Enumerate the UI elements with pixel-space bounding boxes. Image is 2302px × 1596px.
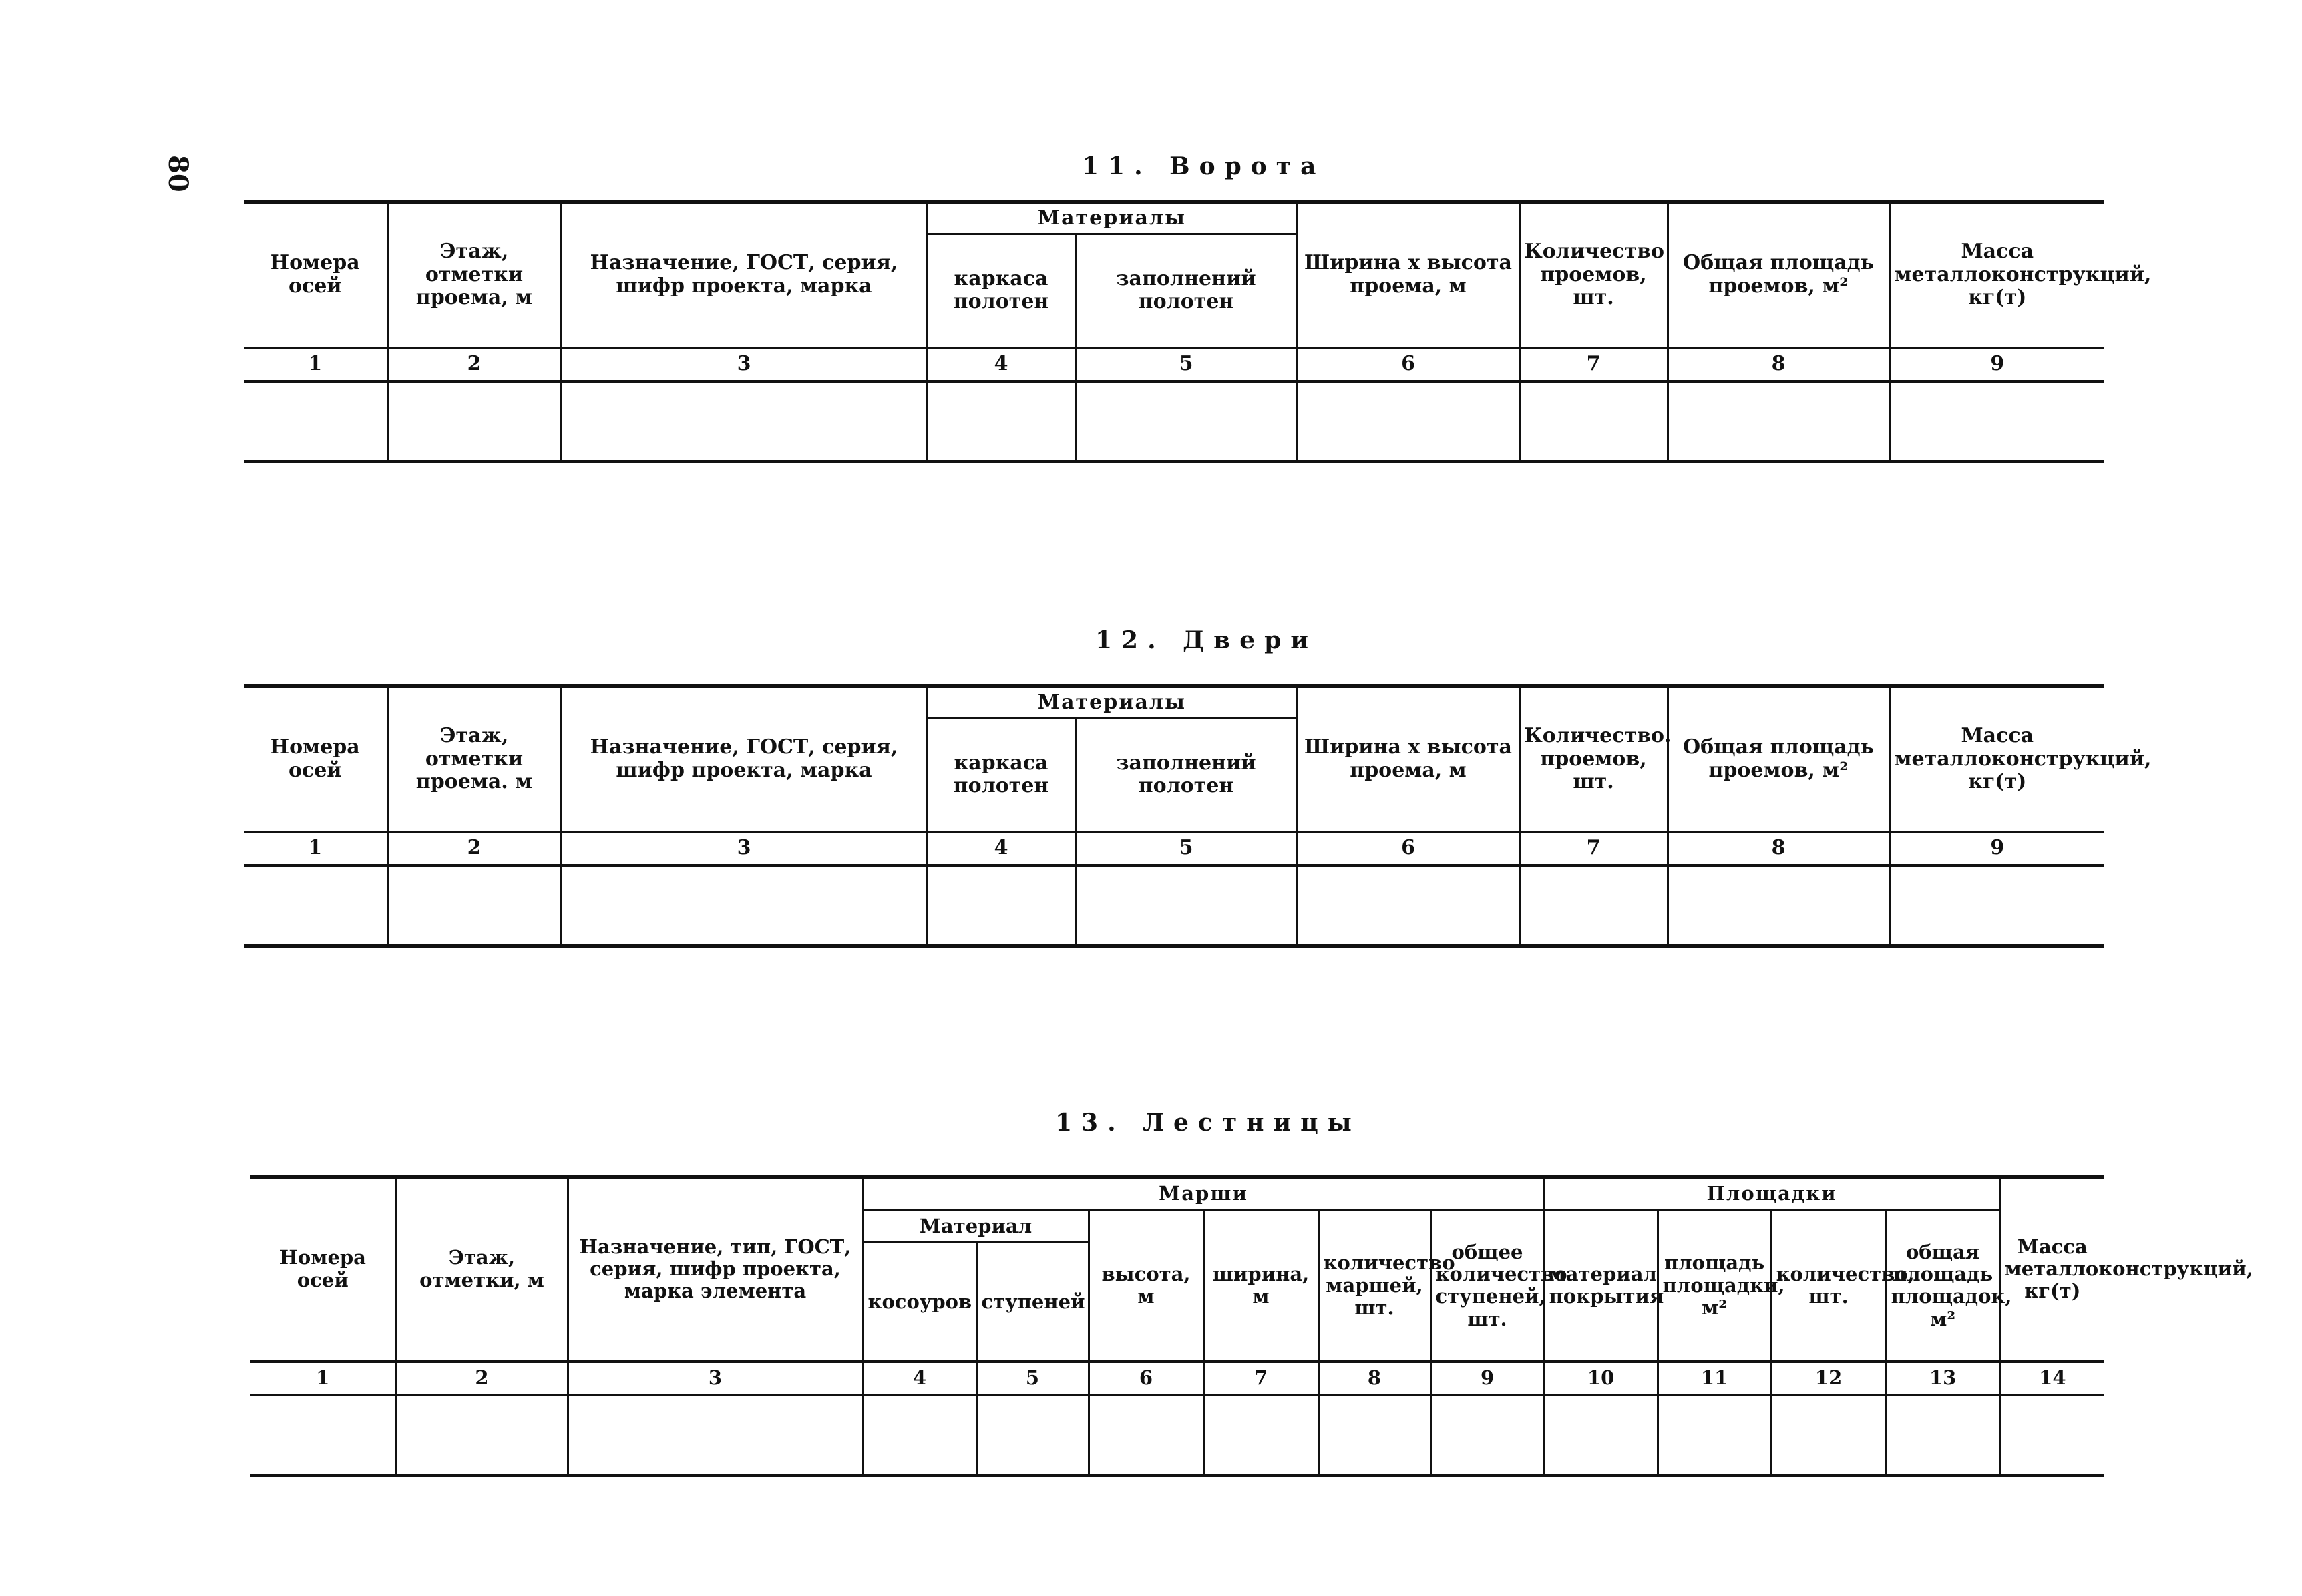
empty-cell xyxy=(1519,865,1668,946)
column-number: 1 xyxy=(244,832,387,865)
empty-cell xyxy=(396,1395,568,1476)
header-axes: Номера осей xyxy=(250,1177,396,1362)
header-count: Количество. проемов, шт. xyxy=(1519,686,1668,832)
empty-cell xyxy=(1999,1395,2104,1476)
empty-cell xyxy=(244,381,387,462)
column-number: 6 xyxy=(1297,348,1519,381)
header-fill: заполнений полотен xyxy=(1075,719,1297,832)
column-number: 3 xyxy=(561,348,927,381)
empty-cell xyxy=(1658,1395,1771,1476)
column-number: 12 xyxy=(1771,1362,1886,1395)
column-number: 13 xyxy=(1886,1362,1999,1395)
page-number: 80 xyxy=(162,155,194,192)
gates-table xyxy=(244,200,2152,463)
empty-cell xyxy=(863,1395,976,1476)
empty-cell xyxy=(1519,381,1668,462)
header-size: Ширина х высота проема, м xyxy=(1297,202,1519,348)
table-row xyxy=(244,865,2104,946)
empty-cell xyxy=(1889,865,2104,946)
section-title-gates: 11. Ворота xyxy=(1082,152,1326,180)
column-number: 1 xyxy=(250,1362,396,1395)
column-number: 7 xyxy=(1203,1362,1318,1395)
doors-table xyxy=(244,684,2152,948)
column-number: 7 xyxy=(1519,348,1668,381)
header-flights: Марши xyxy=(863,1177,1544,1211)
column-number: 4 xyxy=(863,1362,976,1395)
header-mass: Масса металлоконструкций, кг(т) xyxy=(1889,202,2104,348)
column-number: 9 xyxy=(1889,832,2104,865)
column-number: 5 xyxy=(1075,832,1297,865)
header-width: ширина, м xyxy=(1203,1211,1318,1362)
column-number: 14 xyxy=(1999,1362,2104,1395)
empty-cell xyxy=(1089,1395,1203,1476)
header-count: Количество проемов, шт. xyxy=(1519,202,1668,348)
header-axes: Номера осей xyxy=(244,686,387,832)
column-number: 2 xyxy=(387,348,561,381)
empty-cell xyxy=(976,1395,1089,1476)
header-steps: ступеней xyxy=(976,1243,1089,1362)
header-fill: заполнений полотен xyxy=(1075,234,1297,348)
empty-cell xyxy=(1318,1395,1430,1476)
empty-cell xyxy=(244,865,387,946)
column-number: 6 xyxy=(1297,832,1519,865)
header-axes: Номера осей xyxy=(244,202,387,348)
header-landings-total-area: общая площадь площадок, м² xyxy=(1886,1211,1999,1362)
empty-cell xyxy=(1668,381,1889,462)
column-number: 3 xyxy=(568,1362,863,1395)
empty-cell xyxy=(927,865,1075,946)
header-floor: Этаж, отметки проема. м xyxy=(387,686,561,832)
header-mass: Масса металлоконструкций, кг(т) xyxy=(1999,1177,2104,1362)
column-number: 5 xyxy=(1075,348,1297,381)
column-number: 9 xyxy=(1430,1362,1544,1395)
column-number: 11 xyxy=(1658,1362,1771,1395)
section-title-doors: 12. Двери xyxy=(1095,626,1318,654)
empty-cell xyxy=(1771,1395,1886,1476)
empty-cell xyxy=(1889,381,2104,462)
section-title-stairs: 13. Лестницы xyxy=(1055,1109,1361,1137)
header-materials: Материалы xyxy=(927,202,1297,234)
header-landing-count: количество, шт. xyxy=(1771,1211,1886,1362)
header-size: Ширина х высота проема, м xyxy=(1297,686,1519,832)
column-number: 8 xyxy=(1668,832,1889,865)
header-cover: материал покрытия xyxy=(1544,1211,1658,1362)
header-purpose: Назначение, ГОСТ, серия, шифр проекта, марка xyxy=(561,202,927,348)
empty-cell xyxy=(1297,865,1519,946)
header-stringers: косоуров xyxy=(863,1243,976,1362)
empty-cell xyxy=(1886,1395,1999,1476)
empty-cell xyxy=(387,381,561,462)
empty-cell xyxy=(250,1395,396,1476)
header-landings: Площадки xyxy=(1544,1177,1999,1211)
header-floor: Этаж, отметки проема, м xyxy=(387,202,561,348)
empty-cell xyxy=(561,381,927,462)
empty-cell xyxy=(387,865,561,946)
column-number: 3 xyxy=(561,832,927,865)
header-height: высота, м xyxy=(1089,1211,1203,1362)
header-frame: каркаса полотен xyxy=(927,234,1075,348)
empty-cell xyxy=(1544,1395,1658,1476)
empty-cell xyxy=(1075,381,1297,462)
column-number: 5 xyxy=(976,1362,1089,1395)
header-area: Общая площадь проемов, м² xyxy=(1668,202,1889,348)
empty-cell xyxy=(1668,865,1889,946)
empty-cell xyxy=(561,865,927,946)
header-landing-area: площадь площадки, м² xyxy=(1658,1211,1771,1362)
empty-cell xyxy=(927,381,1075,462)
stairs-table xyxy=(250,1175,2253,1477)
empty-cell xyxy=(1430,1395,1544,1476)
table-row xyxy=(250,1395,2104,1476)
header-purpose: Назначение, тип, ГОСТ, серия, шифр проекта, марка элемента xyxy=(568,1177,863,1362)
column-number: 8 xyxy=(1318,1362,1430,1395)
column-number: 2 xyxy=(396,1362,568,1395)
table-row xyxy=(244,381,2104,462)
header-frame: каркаса полотен xyxy=(927,719,1075,832)
header-materials: Материалы xyxy=(927,686,1297,719)
header-purpose: Назначение, ГОСТ, серия, шифр проекта, марка xyxy=(561,686,927,832)
column-number: 10 xyxy=(1544,1362,1658,1395)
empty-cell xyxy=(1203,1395,1318,1476)
column-number: 7 xyxy=(1519,832,1668,865)
header-mass: Масса металлоконструкций, кг(т) xyxy=(1889,686,2104,832)
column-number: 4 xyxy=(927,832,1075,865)
header-flight-count: количество маршей, шт. xyxy=(1318,1211,1430,1362)
column-number: 8 xyxy=(1668,348,1889,381)
column-number: 4 xyxy=(927,348,1075,381)
header-floor: Этаж, отметки, м xyxy=(396,1177,568,1362)
header-total-steps: общее количество ступеней, шт. xyxy=(1430,1211,1544,1362)
column-number: 2 xyxy=(387,832,561,865)
empty-cell xyxy=(1075,865,1297,946)
header-material: Материал xyxy=(863,1211,1089,1243)
column-number: 6 xyxy=(1089,1362,1203,1395)
column-number: 9 xyxy=(1889,348,2104,381)
column-number: 1 xyxy=(244,348,387,381)
empty-cell xyxy=(1297,381,1519,462)
empty-cell xyxy=(568,1395,863,1476)
header-area: Общая площадь проемов, м² xyxy=(1668,686,1889,832)
